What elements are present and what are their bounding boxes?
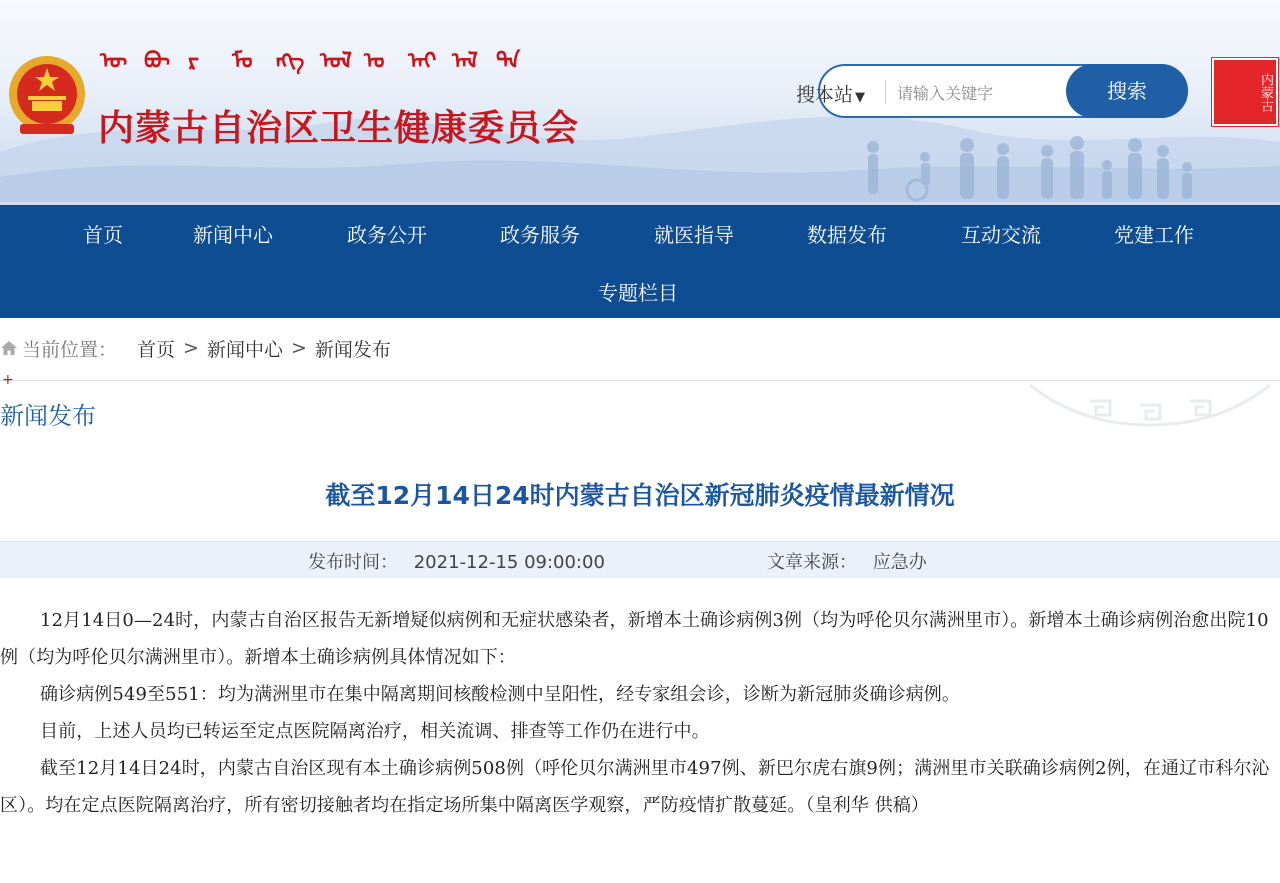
publish-time — [308, 548, 605, 574]
nav-top-border — [0, 202, 1280, 205]
nav-item-home[interactable]: 首页 — [83, 223, 123, 247]
mongolian-glyph: ᠤ — [364, 49, 385, 74]
article-source — [767, 548, 927, 574]
mongolian-glyph: ᠠᠶ — [408, 49, 437, 74]
breadcrumb-prefix: 当前位置： — [22, 338, 118, 361]
search-input[interactable] — [895, 78, 1059, 108]
mongolian-glyph: ᠪᠦ — [144, 49, 171, 74]
mongolian-script — [100, 46, 521, 82]
article-paragraph: 目前，上述人员均已转运至定点医院隔离治疗，相关流调、排查等工作仍在进行中。 — [40, 721, 710, 742]
decorative-pattern-icon — [1020, 381, 1280, 429]
nav-item-interaction[interactable]: 互动交流 — [961, 223, 1041, 247]
nav-item-government-affairs[interactable]: 政务公开 — [347, 223, 427, 247]
people-silhouette-icon — [855, 135, 1215, 202]
mongolian-glyph: ᠥ — [100, 49, 128, 74]
mongolian-glyph: ᠣᠯ — [320, 49, 352, 74]
plus-marker-icon: + — [2, 372, 14, 388]
article-paragraph: 12月14日0—24时，内蒙古自治区报告无新增疑似病例和无症状感染者，新增本土确诊病例3例（均为呼伦贝尔满洲里市）。新增本土确诊病例治愈出院10例（均为呼伦贝尔满洲里市）。新增本土确诊病例具体情况如下： — [0, 610, 1269, 668]
breadcrumb-home[interactable]: 首页 — [137, 338, 176, 361]
article-body — [0, 602, 1280, 824]
mongolian-glyph: ᠷ — [188, 49, 199, 74]
article-paragraph: 截至12月14日24时，内蒙古自治区现有本土确诊病例508例（呼伦贝尔满洲里市497例、新巴尔虎右旗9例；满洲里市关联确诊病例2例，在通辽市科尔沁区）。均在定点医院隔离治疗，所有密切接触者均在指定场所集中隔离医学观察，严防疫情扩散蔓延。（皇利华 供稿） — [0, 758, 1270, 816]
article-source-label: 文章来源： — [767, 552, 857, 573]
nav-item-special-topics[interactable]: 专题栏目 — [598, 281, 678, 305]
nav-item-news-center[interactable]: 新闻中心 — [193, 223, 273, 247]
mongolian-glyph: ᠠᠯ — [452, 49, 478, 74]
national-emblem-icon — [6, 54, 88, 140]
nav-item-medical-guide[interactable]: 就医指导 — [654, 223, 734, 247]
site-header — [0, 0, 1280, 202]
publish-time-label: 发布时间： — [308, 552, 398, 573]
breadcrumb-separator: > — [290, 337, 307, 359]
breadcrumb-news-center[interactable]: 新闻中心 — [206, 338, 283, 361]
home-icon — [0, 339, 18, 357]
publish-time-value: 2021-12-15 09:00:00 — [413, 552, 605, 573]
site-title[interactable]: 内蒙古自治区卫生健康委员会 — [98, 108, 580, 149]
search-separator — [885, 80, 886, 104]
article-source-value: 应急办 — [872, 552, 927, 573]
article-meta-bar — [0, 541, 1280, 578]
nav-item-data-release[interactable]: 数据发布 — [807, 223, 887, 247]
mongolian-glyph: ᠩᠭ — [276, 49, 305, 74]
search-button[interactable]: 搜索 — [1066, 64, 1188, 118]
breadcrumb-separator: > — [183, 337, 199, 359]
mongolian-glyph: ᠲᠡ — [496, 49, 521, 74]
inner-mongolia-seal-logo: 内蒙古 — [1212, 58, 1278, 126]
section-title: 新闻发布 — [0, 402, 96, 430]
article-paragraph: 确诊病例549至551：均为满洲里市在集中隔离期间核酸检测中呈阳性，经专家组会诊，诊断为新冠肺炎确诊病例。 — [40, 684, 961, 705]
caret-down-icon: ▼ — [855, 90, 866, 105]
nav-item-government-services[interactable]: 政务服务 — [500, 223, 580, 247]
article-title: 截至12月14日24时内蒙古自治区新冠肺炎疫情最新情况 — [325, 481, 955, 510]
search-scope-dropdown[interactable] — [796, 80, 865, 107]
breadcrumb-news-release[interactable]: 新闻发布 — [314, 338, 391, 361]
search-scope-label: 搜本站 — [796, 84, 854, 106]
breadcrumb — [0, 334, 391, 362]
nav-item-party-building[interactable]: 党建工作 — [1114, 223, 1194, 247]
mongolian-glyph: ᠮᠣ — [232, 49, 253, 74]
